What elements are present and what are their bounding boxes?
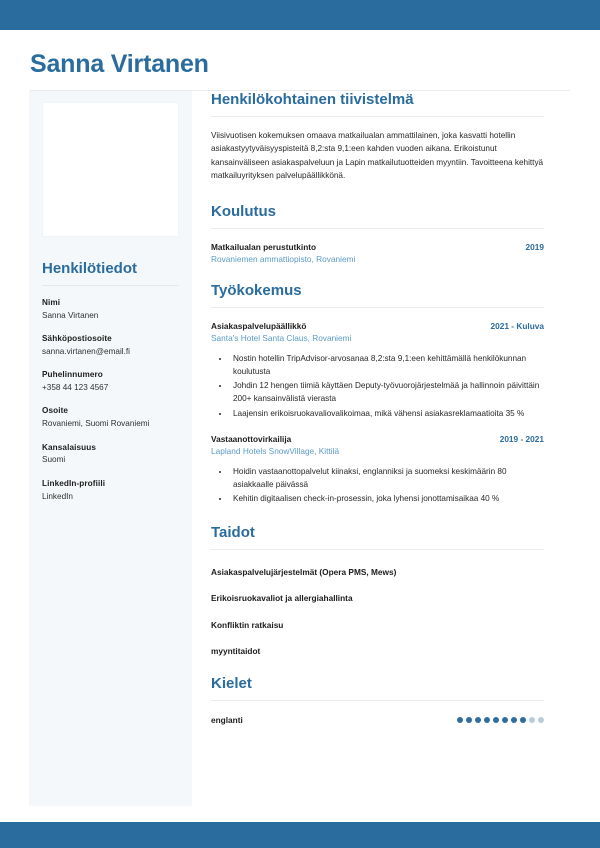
detail-field-nationality (42, 442, 179, 467)
rating-dot-filled (475, 717, 481, 723)
summary-text: Viisivuotisen kokemuksen omaava matkailualan ammattilainen, joka kasvatti hotellin asiakastyytyväisyyspisteitä 8,2:sta 9,1:een kahden vuoden aikana. Erikoistunut kansainväliseen asiakaspalveluun ja Lapin matkailutuotteiden myyntiin. Tavoitteena kehittyä matkailuyrityksen palvelupäällikkönä. (211, 130, 544, 181)
section-divider (211, 307, 544, 308)
rating-dot-empty (529, 717, 535, 723)
entry-date: 2021 - Kuluva (490, 320, 544, 331)
section-divider (211, 700, 544, 701)
field-label: Nimi (42, 297, 61, 307)
field-label: LinkedIn-profiili (42, 478, 106, 488)
entry-bullets (230, 352, 544, 420)
section-divider (211, 228, 544, 229)
list-item: myyntitaidot (211, 646, 261, 657)
section-heading-summary: Henkilökohtainen tiivistelmä (211, 90, 414, 108)
section-experience (211, 282, 544, 506)
entry-subtitle: Rovaniemen ammattiopisto, Rovaniemi (211, 254, 356, 265)
section-divider (211, 116, 544, 117)
list-item: • Johdin 12 hengen tiimiä käyttäen Deputy-työvuorojärjestelmää ja hallinnoin päivittäin 200+ kansainvälistä vierasta (230, 379, 544, 406)
field-value: Rovaniemi, Suomi Rovaniemi (42, 419, 150, 429)
section-heading-experience: Työkokemus (211, 281, 302, 299)
section-divider (211, 549, 544, 550)
top-accent-bar (0, 0, 600, 30)
rating-dot-filled (493, 717, 499, 723)
section-heading-skills: Taidot (211, 523, 255, 541)
field-value: Suomi (42, 455, 66, 465)
field-label: Sähköpostiosoite (42, 333, 112, 343)
entry-date: 2019 - 2021 (499, 434, 544, 445)
page-title: Sanna Virtanen (30, 50, 209, 78)
photo-placeholder (42, 102, 179, 237)
entry-title: Vastaanottovirkailija (211, 434, 292, 445)
list-item: • Nostin hotellin TripAdvisor-arvosanaa 8,2:sta 9,1:een kehittämällä henkilökunnan koulutusta (230, 352, 544, 379)
entry-header (211, 320, 544, 332)
rating-dot-filled (502, 717, 508, 723)
rating-dot-empty (538, 717, 544, 723)
rating-dot-filled (466, 717, 472, 723)
education-entry (211, 241, 544, 266)
sidebar (29, 91, 192, 806)
detail-field-phone (42, 369, 179, 394)
list-item: Asiakaspalvelujärjestelmät (Opera PMS, Mews) (211, 566, 397, 577)
sidebar-heading-divider (42, 285, 179, 286)
entry-title: Asiakaspalvelupäällikkö (211, 320, 307, 331)
list-item: Konfliktin ratkaisu (211, 619, 284, 630)
name-block (0, 30, 600, 91)
personal-details-list (42, 297, 179, 503)
entry-title: Matkailualan perustutkinto (211, 241, 317, 252)
entry-header (211, 433, 544, 445)
experience-entry (211, 320, 544, 420)
language-row (211, 713, 544, 725)
list-item: • Kehitin digitaalisen check-in-prosessin, joka lyhensi jonottamisaikaa 40 % (230, 492, 544, 505)
rating-dot-filled (520, 717, 526, 723)
skills-list (211, 562, 544, 658)
section-summary (211, 91, 544, 187)
field-value: +358 44 123 4567 (42, 383, 109, 393)
field-label: Kansalaisuus (42, 442, 96, 452)
field-value: sanna.virtanen@email.fi (42, 346, 130, 356)
bottom-accent-bar (0, 822, 600, 848)
detail-field-linkedin (42, 478, 179, 503)
entry-date: 2019 (525, 241, 544, 252)
main-column (192, 91, 570, 741)
section-languages (211, 675, 544, 725)
detail-field-address (42, 405, 179, 430)
entry-bullets (230, 465, 544, 506)
experience-entry (211, 433, 544, 506)
list-item: • Hoidin vastaanottopalvelut kiinaksi, englanniksi ja suomeksi keskimäärin 80 asiakkaalle päivässä (230, 465, 544, 492)
field-label: Osoite (42, 406, 69, 416)
field-value: Sanna Virtanen (42, 310, 99, 320)
detail-field-email (42, 333, 179, 358)
rating-dot-filled (511, 717, 517, 723)
rating-dot-filled (457, 717, 463, 723)
language-level-rating (457, 717, 544, 723)
entry-subtitle: Lapland Hotels SnowVillage, Kittilä (211, 446, 340, 457)
list-item: • Laajensin erikoisruokavaliovalikoimaa, mikä vähensi asiakasreklamaatioita 35 % (230, 407, 544, 420)
field-label: Puhelinnumero (42, 370, 103, 380)
field-value[interactable]: LinkedIn (42, 491, 73, 501)
entry-subtitle: Santa's Hotel Santa Claus, Rovaniemi (211, 333, 352, 344)
columns (0, 91, 600, 806)
section-heading-languages: Kielet (211, 674, 252, 692)
rating-dot-filled (484, 717, 490, 723)
section-heading-education: Koulutus (211, 202, 276, 220)
page-content (0, 30, 600, 806)
section-skills (211, 524, 544, 658)
list-item: Erikoisruokavaliot ja allergiahallinta (211, 593, 353, 604)
section-education (211, 203, 544, 266)
entry-header (211, 241, 544, 253)
language-name: englanti (211, 714, 243, 725)
detail-field-name (42, 297, 179, 322)
sidebar-heading-personal-details: Henkilötiedot (42, 259, 138, 277)
